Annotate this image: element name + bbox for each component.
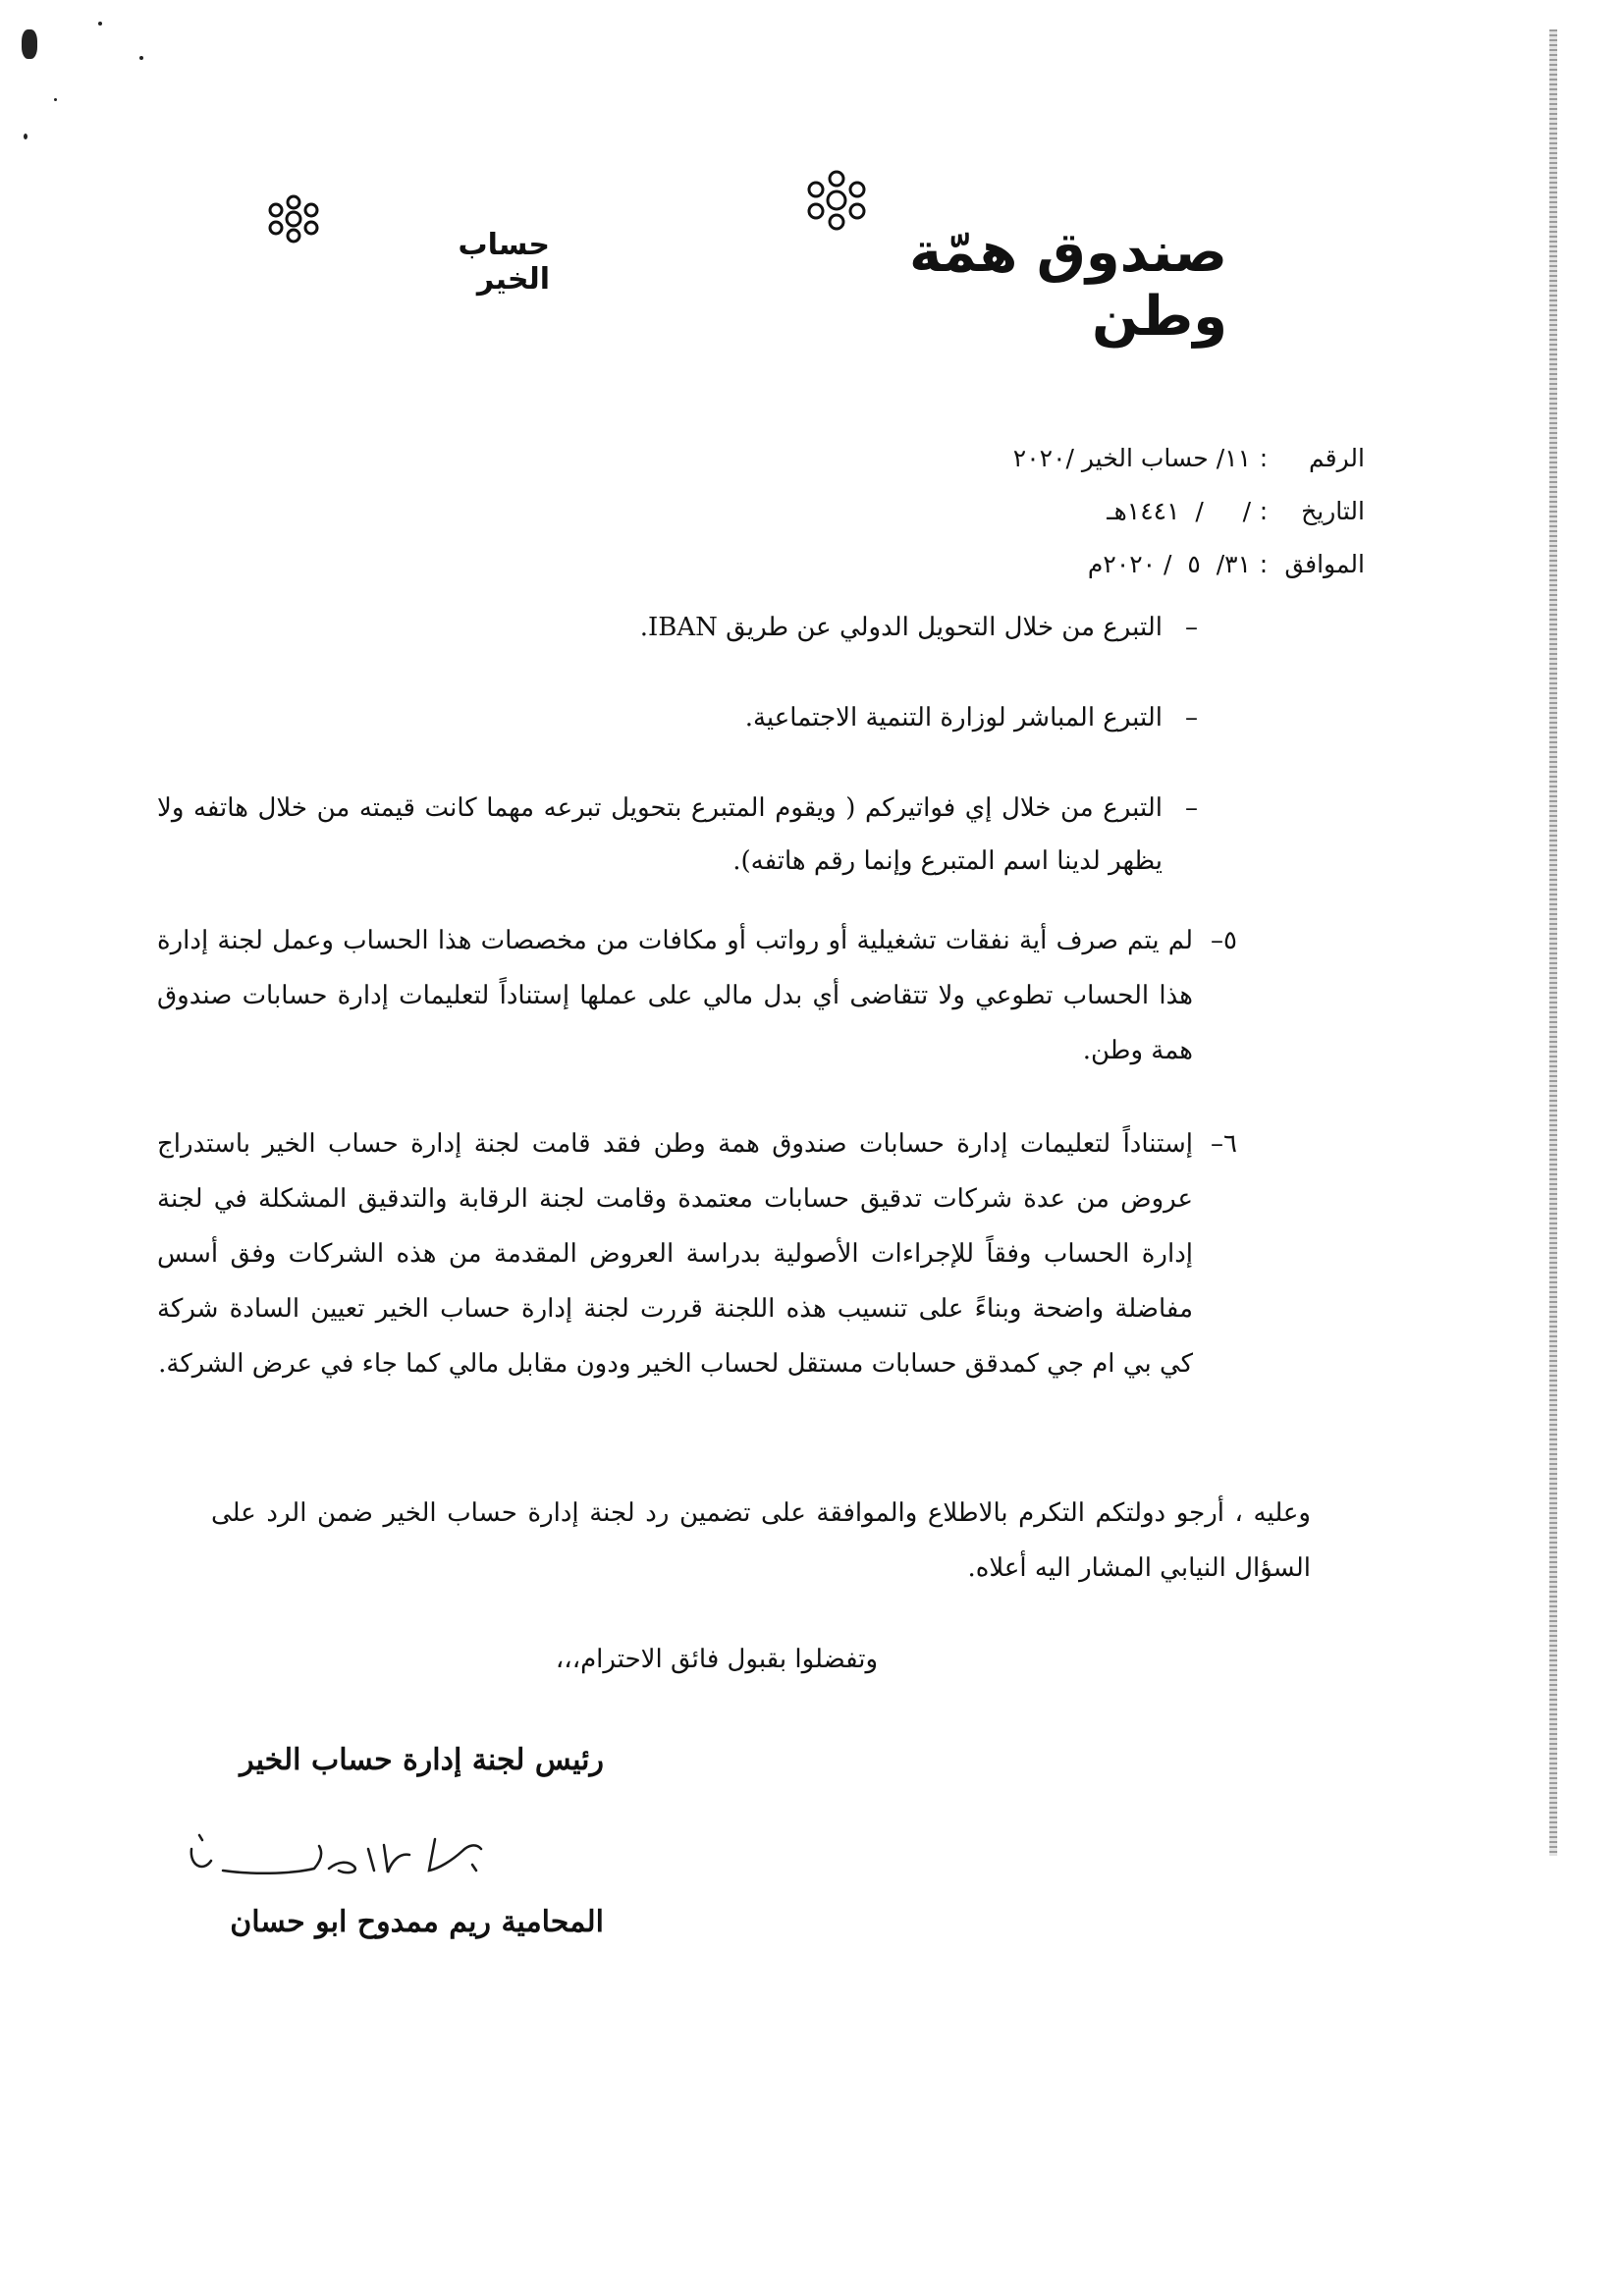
donation-methods-list — [157, 601, 1198, 888]
bullet-dash: – — [1185, 613, 1198, 642]
flower-emblem-icon — [259, 193, 328, 244]
list-item — [157, 601, 1198, 654]
bullet-text: التبرع من خلال إي فواتيركم ( ويقوم المتبرع بتحويل تبرعه مهما كانت قيمته من خلال هاتفه ولا يظهر لدينا اسم المتبرع وإنما رقم هاتفه). — [157, 793, 1163, 876]
account-name: حساب الخير — [458, 228, 550, 297]
handwritten-signature — [182, 1831, 506, 1904]
numbered-item-6 — [157, 1116, 1237, 1391]
hijri-date-label: التاريخ — [1301, 497, 1365, 525]
reference-number-label: الرقم — [1309, 444, 1365, 472]
bullet-text: التبرع المباشر لوزارة التنمية الاجتماعية. — [744, 703, 1163, 733]
gregorian-date-row: الموافق : ٣١/ ٥ / ٢٠٢٠م — [962, 538, 1365, 591]
closing-paragraph: وعليه ، أرجو دولتكم التكرم بالاطلاع والموافقة على تضمين رد لجنة إدارة حساب الخير ضمن الرد على السؤال النيابي المشار اليه أعلاه. — [211, 1498, 1311, 1583]
account-logo — [259, 193, 328, 248]
item-text: إستناداً لتعليمات إدارة حسابات صندوق همة وطن فقد قامت لجنة إدارة حساب الخير باستدراج عروض من عدة شركات تدقيق حسابات معتمدة وقامت لجنة الرقابة والتدقيق المشكلة في لجنة إدارة الحساب وفقاً للإجراءات الأصولية بدراسة العروض المقدمة من هذه الشركات وفق أسس مفاضلة واضحة وبناءً على تنسيب هذه اللجنة قررت لجنة إدارة حساب الخير تعيين السادة شركة كي بي ام جي كمدقق حسابات مستقل لحساب الخير ودون مقابل مالي كما جاء في عرض الشركة. — [157, 1129, 1193, 1379]
scan-speck — [139, 56, 143, 60]
hijri-date-value: / / ١٤٤١هـ — [1107, 497, 1251, 525]
bullet-dash: – — [1185, 703, 1198, 733]
scanner-edge — [1549, 29, 1557, 1856]
list-item — [157, 691, 1198, 744]
gregorian-date-value: ٣١/ ٥ / ٢٠٢٠م — [1087, 550, 1251, 578]
scan-speck — [24, 134, 27, 139]
item-number: ٥– — [1211, 926, 1237, 955]
bullet-dash: – — [1185, 793, 1198, 823]
scan-speck — [54, 98, 57, 101]
hijri-date-row: التاريخ : / / ١٤٤١هـ — [962, 485, 1365, 538]
signer-name: المحامية ريم ممدوح ابو حسان — [230, 1905, 604, 1939]
regards-line: وتفضلوا بقبول فائق الاحترام،،، — [555, 1645, 879, 1674]
bullet-text: التبرع من خلال التحويل الدولي عن طريق IBAN. — [639, 613, 1163, 642]
scan-speck — [22, 29, 37, 59]
gregorian-date-label: الموافق — [1284, 550, 1365, 578]
item-number: ٦– — [1211, 1129, 1237, 1159]
item-text: لم يتم صرف أية نفقات تشغيلية أو رواتب أو مكافات من مخصصات هذا الحساب وعمل لجنة إدارة هذا الحساب تطوعي ولا تتقاضى أي بدل مالي على عملها إستناداً لتعليمات إدارة حسابات صندوق همة وطن. — [157, 926, 1193, 1065]
fund-name: صندوق همّة وطن — [908, 221, 1227, 349]
numbered-item-5 — [157, 913, 1237, 1078]
reference-number-row: الرقم : ١١/ حساب الخير /٢٠٢٠ — [962, 432, 1365, 485]
scan-speck — [98, 22, 102, 26]
reference-number-value: ١١/ حساب الخير /٢٠٢٠ — [1012, 444, 1251, 472]
list-item — [157, 782, 1198, 888]
reference-block — [962, 432, 1365, 591]
signer-title: رئيس لجنة إدارة حساب الخير — [240, 1743, 604, 1777]
